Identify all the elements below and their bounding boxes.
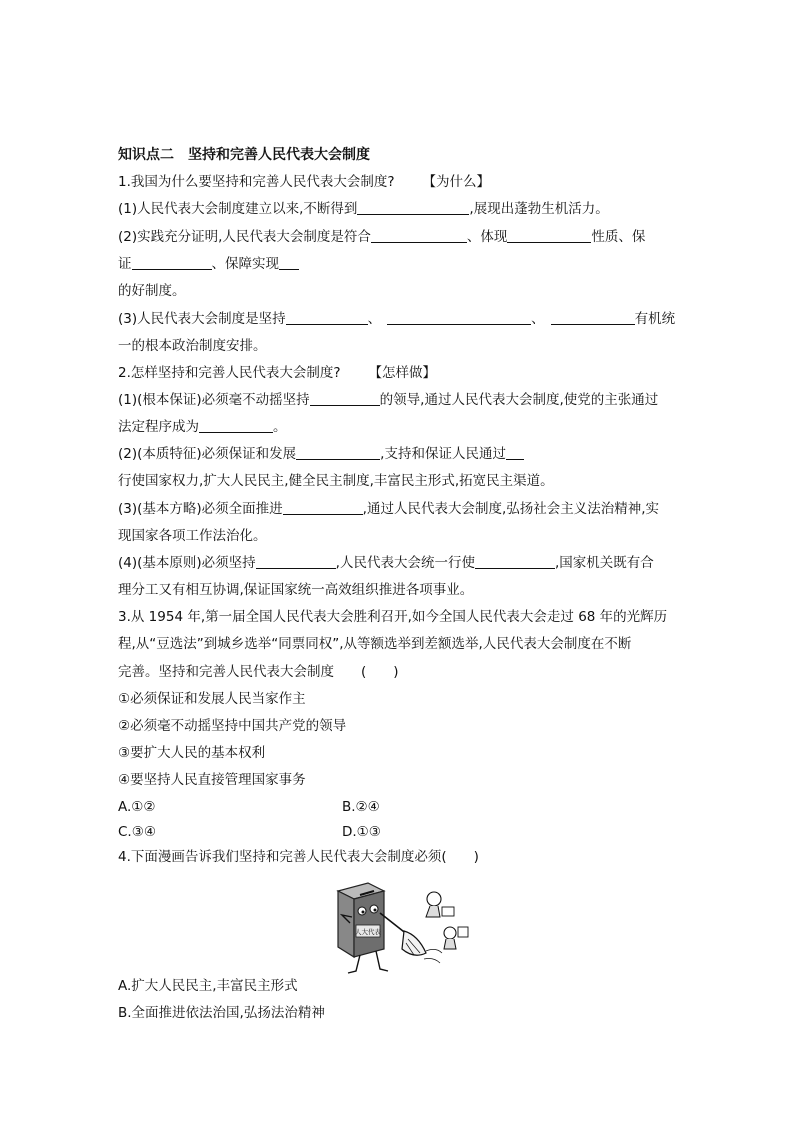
q1-question: 1.我国为什么要坚持和完善人民代表大会制度? [118,174,395,190]
q3-stem-line-1: 3.从 1954 年,第一届全国人民代表大会胜利召开,如今全国人民代表大会走过 68 年的光辉历 [118,609,668,625]
q1-p2-text-a: (2)实践充分证明,人民代表大会制度是符合 [118,229,371,245]
answer-blank[interactable] [256,554,336,569]
q2-p4-cont: 理分工又有相互协调,保证国家统一高效组织推进各项事业。 [118,582,474,598]
q2-p4-text-b: ,人民代表大会统一行使 [335,555,475,571]
q1-p2-end: 的好制度。 [118,283,186,299]
q1-p2-cont [118,255,299,273]
q2-p1-text-c: 法定程序成为 [118,419,199,435]
answer-blank[interactable] [551,310,635,325]
q2-p4-text-c: ,国家机关既有合 [554,555,654,571]
q2-p2-text-b: ,支持和保证人民通过 [380,446,506,462]
dust-line [426,949,442,953]
swept-figure-2-body [444,939,456,949]
answer-blank[interactable] [387,310,531,325]
q3-item-1: ①必须保证和发展人民当家作主 [118,691,306,707]
q4-option-a[interactable]: A.扩大人民民主,丰富民主形式 [118,978,298,994]
q2-p2-cont: 行使国家权力,扩大人民民主,健全民主制度,丰富民主形式,拓宽民主渠道。 [118,473,554,489]
q3-item-4: ④要坚持人民直接管理国家事务 [118,772,306,788]
ballot-box-side [338,891,354,957]
cartoon-illustration [322,877,472,977]
q1-p1 [118,200,609,218]
q4-stem: 4.下面漫画告诉我们坚持和完善人民代表大会制度必须( ) [118,849,479,865]
q2-tag: 【怎样做】 [368,365,437,381]
answer-blank[interactable] [283,500,363,515]
cartoon-svg [322,877,472,977]
q2-p3-cont: 现国家各项工作法治化。 [118,528,267,544]
right-leg [376,951,388,971]
q1-p3-text-b: 、 [367,311,382,327]
q2-p4-text-a: (4)(基本原则)必须坚持 [118,555,256,571]
q1-tag: 【为什么】 [422,174,491,190]
swept-figure-head [427,892,441,906]
q1-p1-text-b: ,展现出蓬勃生机活力。 [469,201,609,217]
q3-stem-line-3: 完善。坚持和完善人民代表大会制度 ( ) [118,664,399,680]
q3-option-b[interactable]: B.②④ [342,799,380,815]
q2-p4 [118,554,654,572]
q1-heading [118,173,490,191]
q2-p3-text-b: ,通过人民代表大会制度,弘扬社会主义法治精神,实 [362,501,660,517]
q4-option-b[interactable]: B.全面推进依法治国,弘扬法治精神 [118,1005,325,1021]
q2-p2-text-a: (2)(本质特征)必须保证和发展 [118,446,297,462]
q1-p3-text-c: 、 [531,311,545,327]
q3-option-a[interactable]: A.①② [118,799,156,815]
q3-item-3: ③要扩大人民的基本权利 [118,745,266,761]
dust-line [424,959,440,964]
q2-p1-text-b: 的领导,通过人民代表大会制度,使党的主张通过 [379,392,659,408]
swept-figure-2-sign [458,927,468,937]
answer-blank[interactable] [357,200,469,215]
ballot-box-front [354,891,384,957]
ballot-box-label-text: 人大代表 [355,928,381,936]
answer-blank[interactable] [475,554,555,569]
answer-blank[interactable] [371,228,467,243]
q1-p1-text-a: (1)人民代表大会制度建立以来,不断得到 [118,201,358,217]
q2-heading [118,364,436,382]
q1-p3-end: 一的根本政治制度安排。 [118,338,267,354]
answer-blank[interactable] [507,228,591,243]
swept-figure-2-head [444,927,456,939]
q3-option-c[interactable]: C.③④ [118,824,156,840]
answer-blank[interactable] [296,445,380,460]
q1-p3 [118,310,675,328]
q3-item-2: ②必须毫不动摇坚持中国共产党的领导 [118,718,347,734]
section-title: 知识点二 坚持和完善人民代表大会制度 [118,147,370,163]
q2-p3 [118,500,659,518]
q2-p1-text-a: (1)(根本保证)必须毫不动摇坚持 [118,392,310,408]
answer-blank[interactable] [310,391,380,406]
q2-p3-text-a: (3)(基本方略)必须全面推进 [118,501,283,517]
swept-figure-body [426,906,440,917]
answer-blank[interactable] [132,255,212,270]
answer-blank[interactable] [279,255,299,270]
answer-blank[interactable] [286,310,368,325]
q2-p2 [118,445,524,463]
q1-p2 [118,228,645,246]
q3-stem-line-2: 程,从“豆选法”到城乡选举“同票同权”,从等额选举到差额选举,人民代表大会制度在不断 [118,636,632,652]
q1-p2-text-c: 性质、保 [591,229,646,245]
q2-p1-text-d: 。 [273,419,287,435]
q3-option-d[interactable]: D.①③ [342,824,381,840]
broom-icon [402,931,426,955]
q2-question: 2.怎样坚持和完善人民代表大会制度? [118,365,341,381]
q2-p1-cont [118,418,287,436]
q1-p3-text-d: 有机统 [634,311,676,327]
q1-p2-text-e: 、保障实现 [211,256,279,272]
q1-p2-text-d: 证 [118,256,132,272]
q2-p1 [118,391,658,409]
answer-blank[interactable] [506,445,524,460]
swept-figure-sign [442,907,454,916]
answer-blank[interactable] [199,418,273,433]
q1-p2-text-b: 、体现 [466,229,508,245]
q1-p3-text-a: (3)人民代表大会制度是坚持 [118,311,286,327]
